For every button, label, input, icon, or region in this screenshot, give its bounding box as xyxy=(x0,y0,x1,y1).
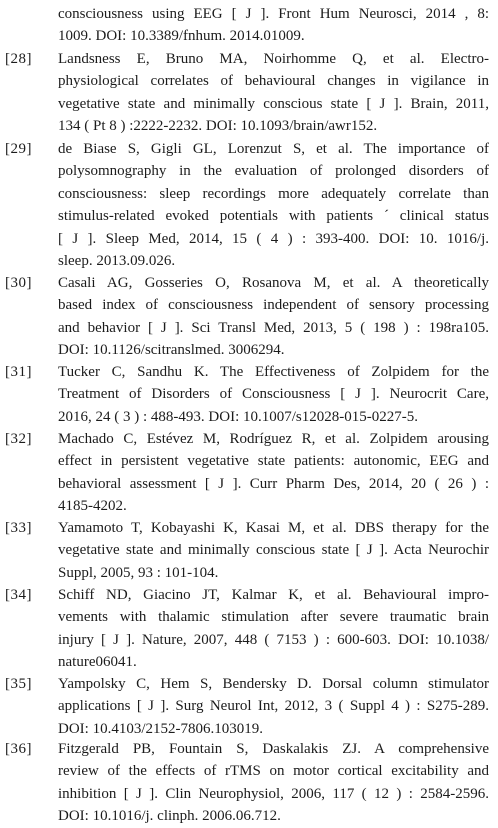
reference-number: [30] xyxy=(5,275,32,291)
reference-line: DOI: 10.1126/scitranslmed. 3006294. xyxy=(58,342,285,359)
reference-line: nature06041. xyxy=(58,654,137,671)
reference-line: behavioral assessment [ J ]. Curr Pharm Des, 2014, 20 ( 26 ) : xyxy=(58,475,489,492)
reference-body xyxy=(58,584,489,674)
reference-line: 4185-4202. xyxy=(58,498,127,515)
reference-number: [29] xyxy=(5,141,32,157)
reference-line: Yamamoto T, Kobayashi K, Kasai M, et al. DBS therapy for the xyxy=(58,520,489,536)
reference-line: physiological correlates of behavioural changes in vigilance in xyxy=(58,73,489,90)
reference-line: consciousness: sleep recordings more adequately correlate than xyxy=(58,185,489,202)
reference-number: [36] xyxy=(5,741,32,757)
reference-line: sleep. 2013.09.026. xyxy=(58,252,176,269)
reference-number: [28] xyxy=(5,51,32,67)
reference-body xyxy=(58,428,489,518)
reference-line: 2016, 24 ( 3 ) : 488-493. DOI: 10.1007/s12028-015-0227-5. xyxy=(58,408,418,425)
reference-line: vegetative state and minimally conscious state [ J ]. Brain, 2011, xyxy=(58,95,489,112)
reference-line: Landsness E, Bruno MA, Noirhomme Q, et al. Electro- xyxy=(58,51,489,67)
reference-line: injury [ J ]. Nature, 2007, 448 ( 7153 ) : 600-603. DOI: 10.1038/ xyxy=(58,631,489,648)
reference-line: Tucker C, Sandhu K. The Effectiveness of Zolpidem for the xyxy=(58,364,489,380)
reference-body xyxy=(58,673,489,740)
reference-line: applications [ J ]. Surg Neurol Int, 2012, 3 ( Suppl 4 ) : S275-289. xyxy=(58,698,489,715)
reference-body xyxy=(58,138,489,272)
reference-line: 1009. DOI: 10.3389/fnhum. 2014.01009. xyxy=(58,28,305,45)
reference-line: vegetative state and minimally conscious state [ J ]. Acta Neurochir xyxy=(58,542,489,559)
reference-line: based index of consciousness independent of sensory processing xyxy=(58,297,489,314)
reference-number: [34] xyxy=(5,587,32,603)
reference-line: Treatment of Disorders of Consciousness [ J ]. Neurocrit Care, xyxy=(58,386,489,403)
reference-number: [32] xyxy=(5,431,32,447)
reference-body xyxy=(58,738,489,828)
reference-line: review of the effects of rTMS on motor cortical excitability and xyxy=(58,763,489,780)
reference-line: Suppl, 2005, 93 : 101-104. xyxy=(58,564,219,581)
reference-line: effect in persistent vegetative state patients: autonomic, EEG and xyxy=(58,453,489,470)
reference-line: 134 ( Pt 8 ) :2222-2232. DOI: 10.1093/brain/awr152. xyxy=(58,118,378,135)
reference-body xyxy=(58,361,489,428)
reference-line: and behavior [ J ]. Sci Transl Med, 2013, 5 ( 198 ) : 198ra105. xyxy=(58,319,489,336)
reference-line: Yampolsky C, Hem S, Bendersky D. Dorsal column stimulator xyxy=(58,676,489,692)
reference-line: Schiff ND, Giacino JT, Kalmar K, et al. Behavioural impro- xyxy=(58,587,489,603)
reference-line: [ J ]. Sleep Med, 2014, 15 ( 4 ) : 393-400. DOI: 10. 1016/j. xyxy=(58,230,489,247)
reference-number: [33] xyxy=(5,520,32,536)
reference-line: Casali AG, Gosseries O, Rosanova M, et al. A theoretically xyxy=(58,275,489,291)
reference-line: polysomnography in the evaluation of prolonged disorders of xyxy=(58,163,489,180)
reference-line: stimulus-related evoked potentials with patients ´ clinical status xyxy=(58,208,489,225)
reference-line: DOI: 10.4103/2152-7806.103019. xyxy=(58,720,263,737)
reference-body xyxy=(58,517,489,584)
reference-body xyxy=(58,48,489,138)
reference-number: [31] xyxy=(5,364,32,380)
reference-number: [35] xyxy=(5,676,32,692)
reference-body xyxy=(58,3,489,48)
reference-line: Machado C, Estévez M, Rodríguez R, et al. Zolpidem arousing xyxy=(58,431,489,447)
reference-line: vements with thalamic stimulation after severe traumatic brain xyxy=(58,609,489,626)
reference-line: Fitzgerald PB, Fountain S, Daskalakis ZJ. A comprehensive xyxy=(58,741,489,757)
reference-line: consciousness using EEG [ J ]. Front Hum Neurosci, 2014 , 8: xyxy=(58,6,489,22)
reference-line: de Biase S, Gigli GL, Lorenzut S, et al. The importance of xyxy=(58,141,489,157)
reference-body xyxy=(58,272,489,362)
reference-line: inhibition [ J ]. Clin Neurophysiol, 2006, 117 ( 12 ) : 2584-2596. xyxy=(58,785,489,802)
reference-line: DOI: 10.1016/j. clinph. 2006.06.712. xyxy=(58,808,281,825)
